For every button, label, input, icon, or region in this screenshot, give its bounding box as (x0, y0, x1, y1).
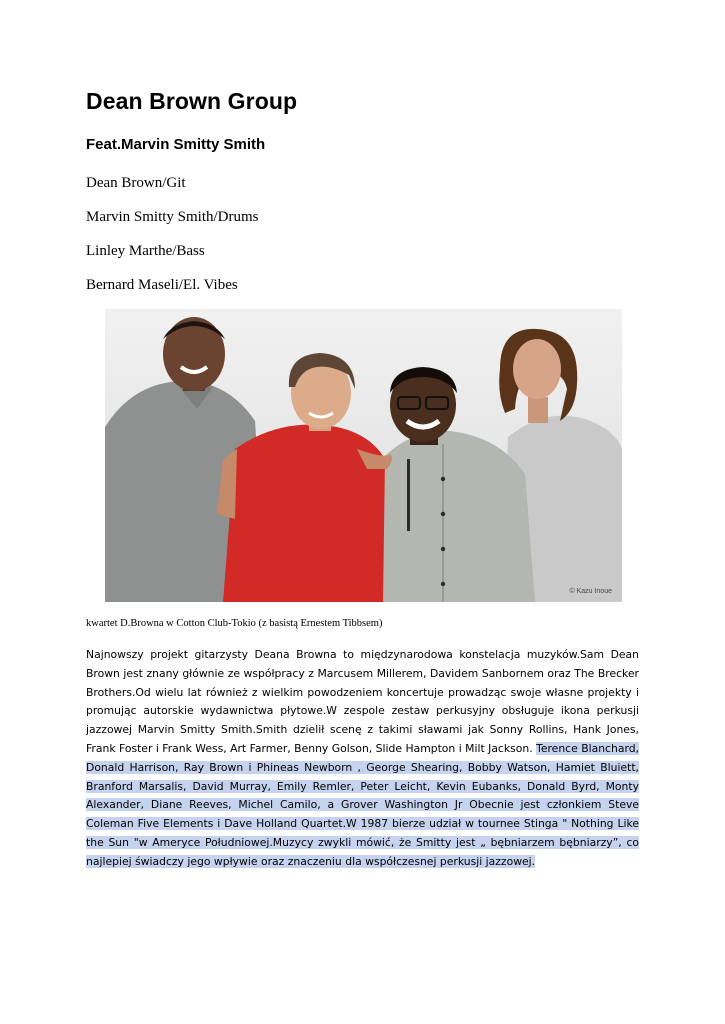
band-photo-illustration (105, 309, 622, 602)
page-title: Dean Brown Group (86, 88, 298, 114)
band-photo (105, 309, 622, 602)
body-paragraph (86, 646, 639, 872)
photo-credit: © Kazu Inoue (569, 588, 612, 595)
lineup-item: Marvin Smitty Smith/Drums (86, 209, 259, 225)
lineup-item: Dean Brown/Git (86, 175, 186, 191)
lineup-list (86, 174, 259, 310)
page-subtitle: Feat.Marvin Smitty Smith (86, 136, 266, 153)
lineup-item: Bernard Maseli/El. Vibes (86, 277, 238, 293)
lineup-item: Linley Marthe/Bass (86, 243, 205, 259)
highlighted-text: Terence Blanchard, Donald Harrison, Ray Brown i Phineas Newborn , George Shearing, Bobby Watson, Hamiet Bluiett, Branford Marsalis, David Murray, Emily Remler, Peter Leicht, Kevin Eubanks, Donald Byrd, Monty Alexander, Diane Reeves, Michel Camilo, a Grover Washington Jr Obecnie jest członkiem Steve Coleman Five Elements i Dave Holland Quartet.W 1987 bierze udział w tournee Stinga " Nothing Like the Sun "w Ameryce Południowej.Muzycy zwykli mówić, że Smitty jest „ bębniarzem bębniarzy”, co najlepiej świadczy jego wpływie oraz znaczeniu dla współczesnej perkusji jazzowej. (86, 741, 639, 868)
photo-caption: kwartet D.Browna w Cotton Club-Tokio (z basistą Ernestem Tibbsem) (86, 618, 383, 629)
paragraph-text: Najnowszy projekt gitarzysty Deana Browna to międzynarodowa konstelacja muzyków.Sam Dean Brown jest znany głównie ze współpracy z Marcusem Millerem, Davidem Sanbornem oraz The Brecker Brothers.Od wielu lat również z wielkim powodzeniem koncertuje prowadząc swoje własne projekty i promując autorskie wydawnictwa płytowe.W zespole zestaw perkusyjny obsługuje ikona perkusji jazzowej Marvin Smitty Smith.Smith dzielił scenę z takimi sławami jak Sonny Rollins, Hank Jones, Frank Foster i Frank Wess, Art Farmer, Benny Golson, Slide Hampton i Milt Jackson. (86, 648, 639, 755)
